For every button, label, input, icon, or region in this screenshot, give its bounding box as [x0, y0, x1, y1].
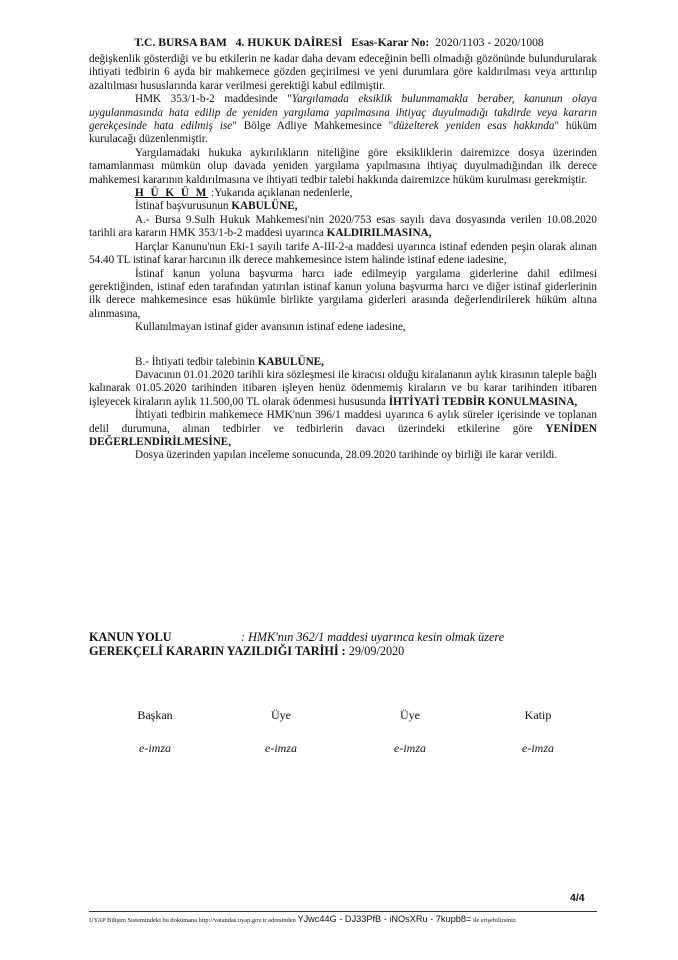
footer-divider: [89, 911, 597, 912]
paragraph-p1: değişkenlik gösterdiği ve bu etkilerin ne kadar daha devam edeceğinin belli olmadığı gözönünde bulundurularak ihtiyati tedbirin 6 ayda bir mahkemece gözden geçirilmesi ve yeni durumlara göre kaldırılması veya arttırılıp azaltılması hususlarında karar verilmesi gerektiği kabul edilmiştir.: [89, 53, 597, 92]
paragraph-b: B.- İhtiyati tedbir talebinin KABULÜNE,: [135, 355, 324, 368]
signature-imza: e-imza: [522, 741, 554, 755]
paragraph-kullanilmayan: Kullanılmayan istinaf gider avansının istinaf edene iadesine,: [135, 321, 406, 334]
signature-uye-2: [355, 708, 465, 756]
signature-imza: e-imza: [394, 741, 426, 755]
signature-role: Katip: [524, 708, 552, 722]
hukum-heading: H Ü K Ü M :Yukarıda açıklanan nedenlerle,: [135, 187, 353, 200]
paragraph-a: A.- Bursa 9.Sulh Hukuk Mahkemesi'nin 2020/753 esas sayılı dava dosyasında verilen 10.08.2020 tarihli ara kararın HMK 353/1-b-2 maddesi uyarınca KALDIRILMASINA,: [89, 213, 597, 240]
paragraph-hmk-353: HMK 353/1-b-2 maddesinde "Yargılamada eksiklik bulunmamakla beraber, kanunun olaya uygulanmasında hata edilip de yeniden yargılama yapılmasına ihtiyaç duyulmadığı takdirde veya kararın gerekçesinde hata edilmiş ise" Bölge Adliye Mahkemesince "düzelterek yeniden esas hakkında" hüküm kurulacağı düzenlenmiştir.: [89, 93, 597, 146]
signature-uye-1: [226, 708, 336, 756]
page-header: [0, 36, 678, 49]
court-name: T.C. BURSA BAM: [134, 36, 227, 49]
kanun-yolu-block: [89, 630, 504, 658]
signature-role: Başkan: [137, 708, 173, 722]
paragraph-dosya: Dosya üzerinden yapılan inceleme sonucunda, 28.09.2020 tarihinde oy birliği ile karar verildi.: [135, 449, 558, 462]
case-number: 2020/1103 - 2020/1008: [435, 36, 544, 49]
signature-imza: e-imza: [139, 741, 171, 755]
footer-prefix: UYAP Bilişim Sistemindeki bu dokümana http://vatandas.uyap.gov.tr adresinden: [89, 917, 296, 924]
signature-role: Üye: [271, 708, 291, 722]
case-number-label: Esas-Karar No:: [351, 36, 430, 49]
kanun-yolu-value: : HMK'nın 362/1 maddesi uyarınca kesin olmak üzere: [241, 630, 505, 644]
signature-baskan: [100, 708, 210, 756]
paragraph-tedbir: İhtiyati tedbirin mahkemece HMK'nun 396/1 maddesi uyarınca 6 aylık süreler içerisinde ve toplanan delil durumuna, alınan tedbirler ve tedbirlerin davacı üzerindeki etkilerine göre YENİDEN DEĞERLENDİRİLMESİNE,: [89, 409, 597, 448]
chamber-name: 4. HUKUK DAİRESİ: [235, 36, 343, 49]
paragraph-istinaf-kanun: İstinaf kanun yoluna başvurma harcı iade edilmeyip yargılama giderlerine dahil edilmesi gerektiğinden, istinaf eden tarafından yatırılan istinaf kanun yoluna başvurma harcı ve diğer istinaf giderlerinin ilk derece mahkemesince esas hükümle birlikte yargılama giderleri arasında değerlendirilerek hüküm altına alınmasına,: [89, 267, 597, 320]
page-number: 4/4: [570, 892, 585, 904]
paragraph-harc: Harçlar Kanunu'nun Eki-1 sayılı tarife A-III-2-a maddesi uyarınca istinaf edenden peşin olarak alınan 54.40 TL istinaf karar harcının ilk derece mahkemesince istem halinde istinaf edene iadesine,: [89, 240, 597, 267]
signature-imza: e-imza: [265, 741, 297, 755]
verification-code: YJwc44G - DJ33PfB - iNOsXRu - 7kupb8=: [297, 914, 472, 924]
paragraph-istinaf-kabul: İstinaf başvurusunun KABULÜNE,: [135, 200, 298, 213]
gerekce-tarih: 29/09/2020: [348, 644, 405, 658]
signature-katip: [483, 708, 593, 756]
paragraph-p3: Yargılamadaki hukuka aykırılıkların niteliğine göre eksikliklerin dairemizce dosya üzerinden tamamlanması mümkün olup davada yeniden yargılama yapılmasına ihtiyaç duyulmadığından ilk derece mahkemesi kararının kaldırılmasına ve ihtiyati tedbir talebi hakkında dairemizce hüküm kurulması gerekmiştir.: [89, 146, 597, 186]
footer-suffix: ile erişebilirsiniz.: [472, 917, 518, 924]
page-footer: [89, 914, 517, 924]
gerekce-tarih-label: GEREKÇELİ KARARIN YAZILDIĞI TARİHİ :: [89, 644, 346, 658]
signature-role: Üye: [400, 708, 420, 722]
paragraph-davaci: Davacının 01.01.2020 tarihli kira sözleşmesi ile kiracısı olduğu kiralananın aylık kirasının taleple bağlı kalınarak 01.05.2020 tarihinden itibaren işleyen henüz ödenmemiş kiraların ve bu karar tarihinden itibaren işleyecek kiraların aylık 11.500,00 TL olarak ödenmesi hususunda İHTİYATİ TEDBİR KONULMASINA,: [89, 368, 597, 408]
decision-body: [89, 53, 597, 463]
kanun-yolu-label: KANUN YOLU: [89, 630, 172, 644]
